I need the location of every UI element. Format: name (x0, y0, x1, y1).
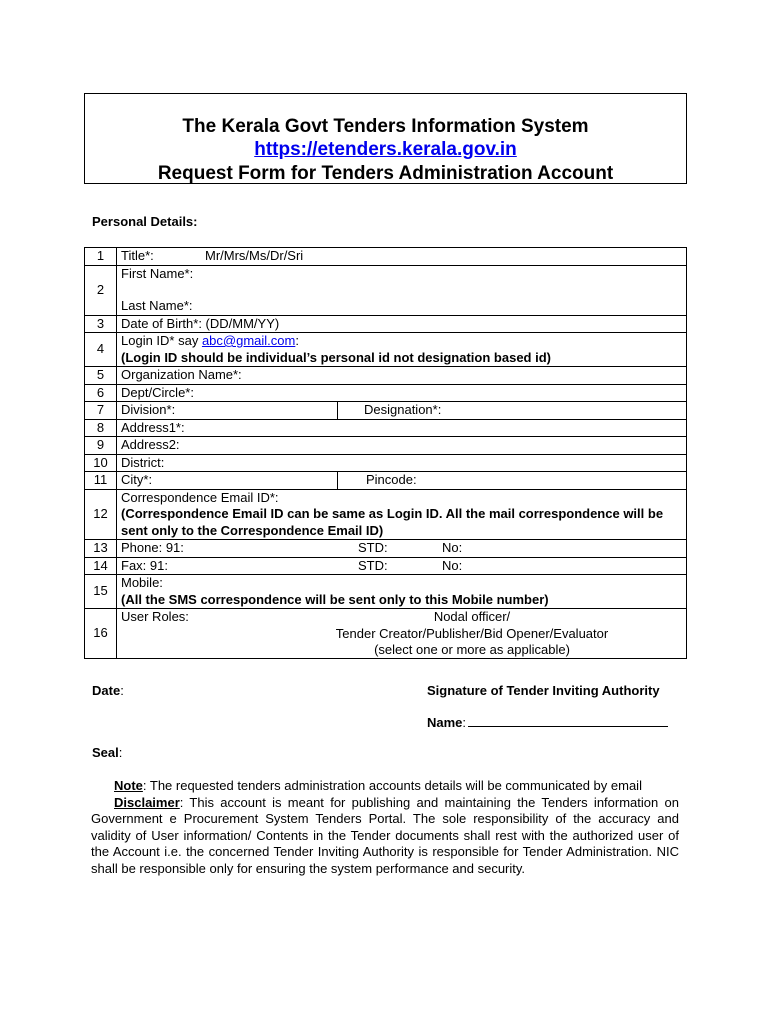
name-underline (468, 714, 668, 727)
date-colon: : (120, 683, 124, 698)
row-number: 10 (85, 454, 117, 472)
note-label: Note (114, 778, 143, 793)
table-row (85, 472, 687, 490)
page-title: The Kerala Govt Tenders Information System (182, 116, 589, 137)
row-number: 13 (85, 540, 117, 558)
table-row (85, 384, 687, 402)
title-cell[interactable] (117, 248, 687, 266)
correspondence-email-label: Correspondence Email ID*: (121, 489, 279, 505)
correspondence-email-cell[interactable] (117, 489, 687, 540)
row-number: 11 (85, 472, 117, 490)
table-row (85, 437, 687, 455)
table-row (85, 315, 687, 333)
header-box (84, 93, 687, 184)
user-roles-label: User Roles: (121, 609, 189, 624)
name-label: Name (427, 715, 463, 730)
pincode-label: Pincode: (366, 472, 417, 487)
table-row (85, 265, 687, 315)
row-number: 5 (85, 367, 117, 385)
district-label: District: (121, 454, 165, 470)
row-number: 6 (85, 384, 117, 402)
table-row (85, 367, 687, 385)
personal-details-table (84, 247, 687, 659)
fax-label: Fax: 91: (121, 557, 168, 573)
table-row (85, 540, 687, 558)
phone-label: Phone: 91: (121, 540, 184, 555)
name-field[interactable] (427, 714, 668, 730)
address2-label: Address2: (121, 437, 180, 452)
row-number: 12 (85, 489, 117, 540)
table-row (85, 609, 687, 659)
table-row (85, 557, 687, 575)
organization-label: Organization Name*: (121, 367, 242, 382)
fax-cell[interactable] (117, 557, 687, 575)
row-number: 3 (85, 315, 117, 333)
correspondence-email-note: (Correspondence Email ID can be same as Login ID. All the mail correspondence will be sent only to the Correspondence Email ID) (121, 506, 664, 538)
disclaimer-paragraph (91, 795, 679, 878)
dob-label: Date of Birth*: (DD/MM/YY) (121, 315, 280, 331)
dob-cell[interactable] (117, 315, 687, 333)
seal-label: Seal (92, 745, 119, 760)
row-number: 7 (85, 402, 117, 420)
row-number: 2 (85, 265, 117, 315)
title-options: Mr/Mrs/Ms/Dr/Sri (205, 248, 304, 263)
table-row (85, 489, 687, 540)
dept-label: Dept/Circle*: (121, 384, 194, 400)
name-cell[interactable] (117, 265, 687, 315)
login-id-colon: : (295, 333, 299, 348)
city-cell[interactable] (117, 472, 338, 490)
mobile-note: (All the SMS correspondence will be sent only to this Mobile number) (121, 591, 549, 607)
note-paragraph (91, 778, 679, 795)
table-row (85, 419, 687, 437)
district-cell[interactable] (117, 454, 687, 472)
fax-no-label: No: (442, 557, 463, 573)
table-row (85, 333, 687, 367)
fax-std-label: STD: (358, 557, 388, 573)
table-row (85, 248, 687, 266)
phone-no-label: No: (442, 540, 463, 555)
role-tender-creator[interactable]: Tender Creator/Publisher/Bid Opener/Evaluator (335, 625, 609, 641)
city-label: City*: (121, 472, 153, 487)
designation-label: Designation*: (364, 402, 442, 417)
date-field[interactable] (92, 683, 124, 698)
mobile-label: Mobile: (121, 575, 163, 590)
first-name-label: First Name*: (121, 265, 194, 281)
designation-cell[interactable] (338, 402, 687, 420)
row-number: 4 (85, 333, 117, 367)
table-row (85, 402, 687, 420)
row-number: 8 (85, 419, 117, 437)
name-colon: : (462, 715, 467, 730)
table-row (85, 575, 687, 609)
form-subtitle: Request Form for Tenders Administration Account (157, 163, 614, 184)
login-id-note: (Login ID should be individual’s personal id not designation based id) (121, 349, 551, 365)
last-name-label: Last Name*: (121, 298, 193, 313)
note-text: : The requested tenders administration accounts details will be communicated by email (142, 778, 642, 793)
address2-cell[interactable] (117, 437, 687, 455)
pincode-cell[interactable] (338, 472, 687, 490)
notes-section (91, 778, 679, 878)
table-row (85, 454, 687, 472)
user-roles-cell[interactable] (117, 609, 687, 659)
row-number: 15 (85, 575, 117, 609)
row-number: 16 (85, 609, 117, 659)
row-number: 9 (85, 437, 117, 455)
row-number: 14 (85, 557, 117, 575)
signature-label: Signature of Tender Inviting Authority (427, 683, 660, 698)
role-select-hint: (select one or more as applicable) (374, 642, 570, 657)
phone-cell[interactable] (117, 540, 687, 558)
row-number: 1 (85, 248, 117, 266)
example-email-link[interactable]: abc@gmail.com (201, 333, 296, 348)
division-label: Division*: (121, 402, 176, 417)
disclaimer-label: Disclaimer (114, 794, 180, 810)
disclaimer-text: : This account is meant for publishing and maintaining the Tenders information on Government e Procurement System Tenders Portal. The sole responsibility of the accuracy and validity of User information/ Contents in the Tender documents shall rest with the authorized user of the Account i.e. the concerned Tender Inviting Authority is responsible for Tender Administration. NIC shall be responsible only for ensuring the system performance and security. (91, 794, 679, 876)
personal-details-heading: Personal Details: (92, 214, 198, 229)
dept-cell[interactable] (117, 384, 687, 402)
date-label: Date (92, 683, 121, 698)
address1-cell[interactable] (117, 419, 687, 437)
title-label: Title*: (121, 248, 154, 263)
seal-field (92, 745, 122, 760)
login-id-label: Login ID* say (121, 333, 202, 348)
address1-label: Address1*: (121, 419, 185, 435)
mobile-cell[interactable] (117, 575, 687, 609)
division-cell[interactable] (117, 402, 338, 420)
organization-cell[interactable] (117, 367, 687, 385)
role-nodal-officer[interactable]: Nodal officer/ (433, 609, 511, 624)
seal-colon: : (118, 745, 123, 760)
login-id-cell[interactable] (117, 333, 687, 367)
portal-link[interactable]: https://etenders.kerala.gov.in (254, 139, 517, 160)
phone-std-label: STD: (358, 540, 388, 555)
